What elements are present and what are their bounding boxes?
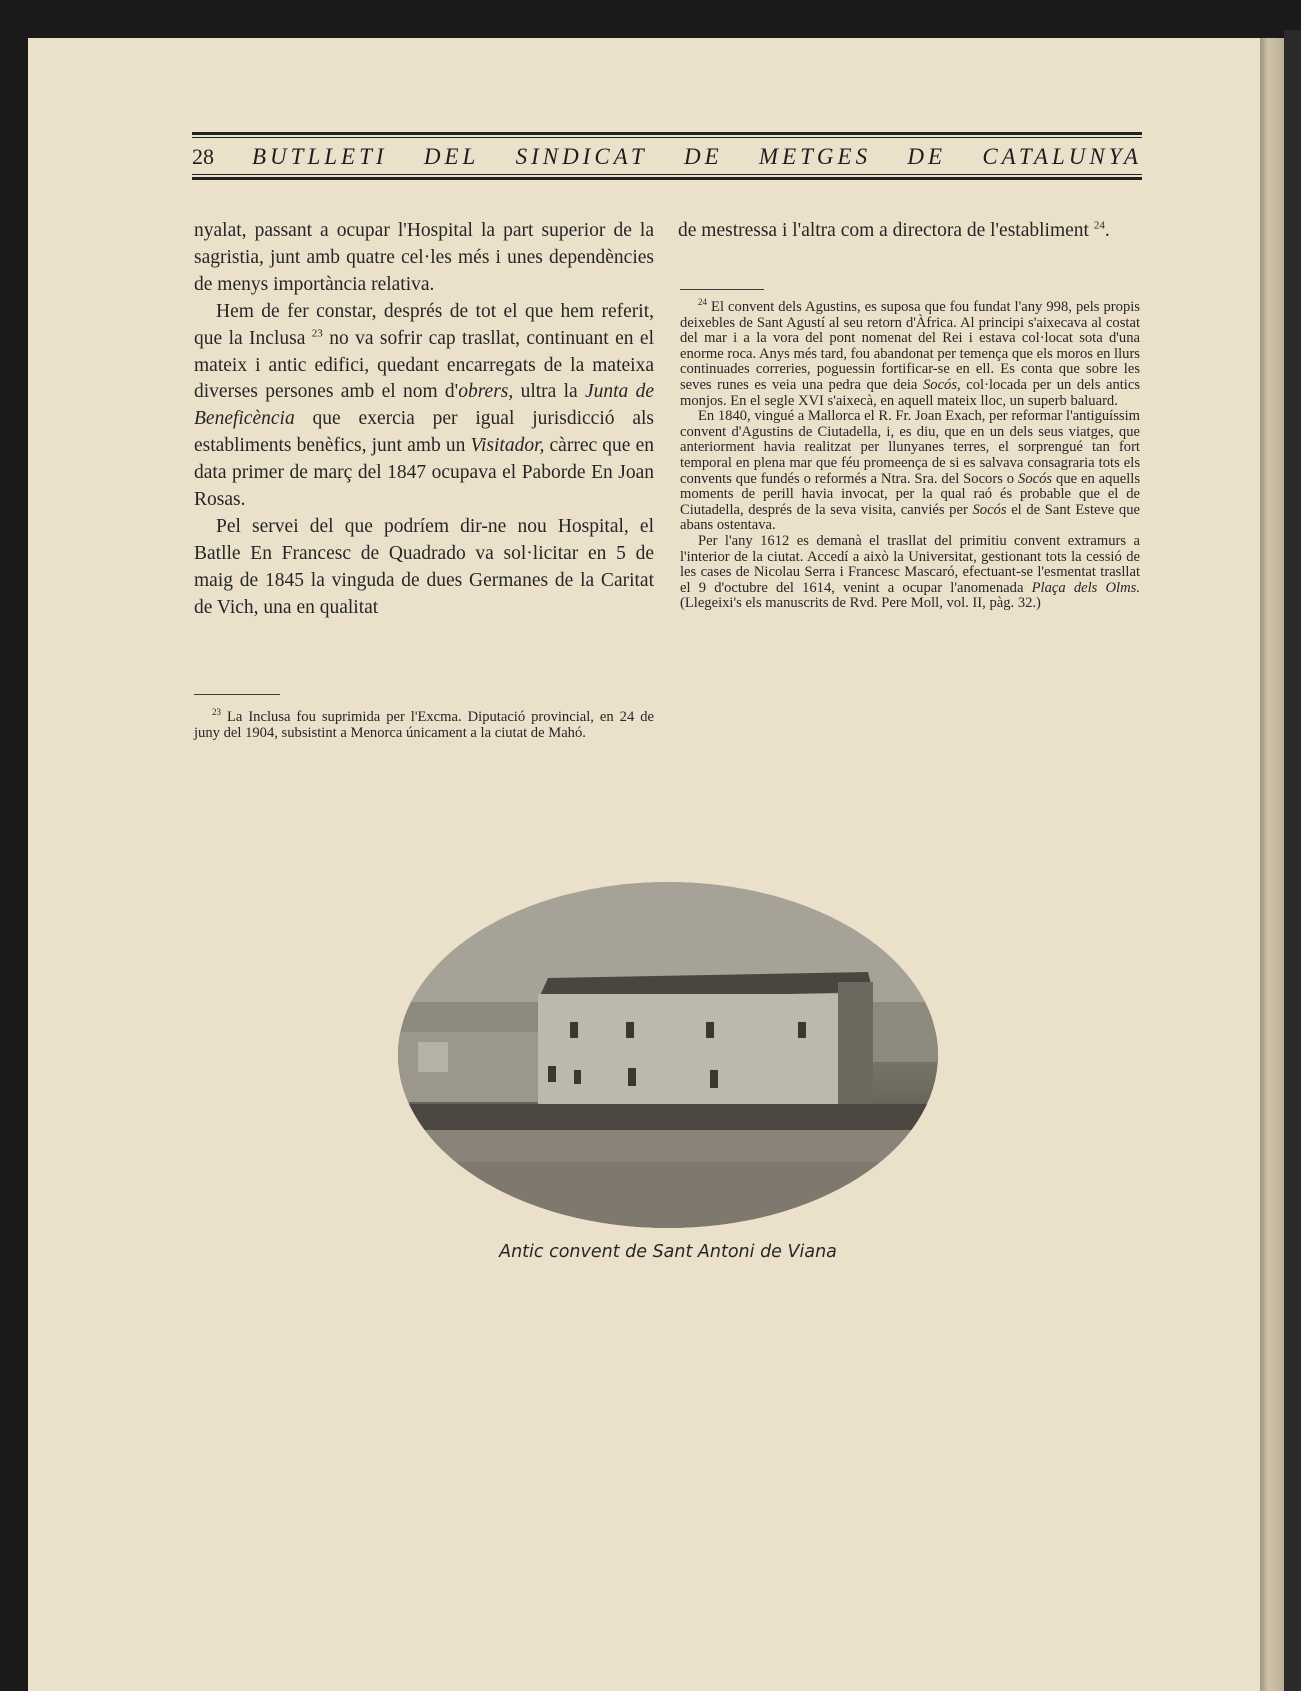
photo-of-convent-icon: [398, 882, 938, 1228]
text-run: càrrec que en data primer de març del 1847 ocupava el Paborde En Joan Rosas.: [194, 435, 655, 511]
footnote-24: [680, 297, 1141, 612]
italic-run: Junta de Beneficència: [194, 381, 654, 430]
italic-run: Visitador,: [470, 435, 545, 457]
text-run: col·locada per un dels antics monjos. En el segle XVI s'aixecà, en aquell mateix lloc, un superb baluard.: [680, 376, 1141, 409]
text-run: (Llegeixi's els manuscrits de Rvd. Pere Moll, vol. II, pàg. 32.): [680, 595, 1041, 612]
text-run: ultra la: [520, 381, 578, 403]
header-rule-top-thin: [192, 137, 1142, 138]
footnote-mark: 23: [212, 707, 221, 718]
header-row: [192, 144, 1142, 170]
text-run: no va sofrir cap trasllat, continuant en el mateix i antic edifici, quedant encarregats de la mateixa diverses persones amb el nom d': [194, 327, 655, 403]
footnote-mark: 24: [698, 297, 707, 308]
journal-title: [252, 144, 1142, 170]
paragraph: nyalat, passant a ocupar l'Hospital la part superior de la sagristia, junt amb quatre cel·les més i unes dependències de menys importància relativa.: [194, 220, 654, 295]
title-word: DE: [683, 144, 723, 169]
italic-run: Socós: [1018, 470, 1053, 487]
header-rule-bottom: [192, 177, 1142, 180]
paragraph: [194, 299, 654, 514]
text-run: En 1840, vingué a Mallorca el R. Fr. Joan Exach, per reformar l'antiguíssim convent d'Agustins de Ciutadella, i, es diu, que en un dels seus viatges, que anteriorment havia realitzat per llunyanes terres, el sorprengué tan fort temporal en plena mar que féu promeença de si es salvava consagraria tots els convents que fundés o reformés a Ntra. Sra. del Socors o: [680, 408, 1140, 487]
title-word: DEL: [423, 144, 480, 169]
text-run: que en aquells moments de perill havia invocat, per la qual raó és probable que el de Ciutadella, després de la seva visita, canviés per: [680, 470, 1141, 518]
text-run: .: [1104, 220, 1110, 241]
italic-run: Socós,: [922, 376, 961, 393]
text-run: El convent dels Agustins, es suposa que fou fundat l'any 998, pels propis deixebles de Sant Agustí al seu retorn d'Àfrica. Al principi s'aixecava al costat del mar i a la vora del pont nomenat del Rei i estava col·locat sota d'una enorme roca. Anys més tard, fou abandonat per temença que els moros en llurs continuades correries, poguessin fortificar-se en ell. Es conta que sobre les seves runes es veia una pedra que deia: [680, 299, 1140, 393]
title-word: DE: [907, 144, 947, 169]
footnote-ref: 23: [311, 327, 323, 340]
footnote-rule: [194, 694, 280, 695]
title-word: CATALUNYA: [982, 144, 1142, 169]
text-run: Hem de fer constar, després de tot el que hem referit, que la Inclusa: [194, 300, 654, 349]
book-edge: [1284, 30, 1301, 1691]
figure-caption: Antic convent de Sant Antoni de Viana: [499, 1242, 837, 1262]
text-run: Per l'any 1612 es demanà el trasllat del primitiu convent extramurs a l'interior de la ciutat. Accedí a això la Universitat, gestionant tots la cessió de les cases de Nicolau Serra i Francesc Mascaró, efectuant-se l'esmentat trasllat el 9 d'octubre del 1614, venint a ocupar l'anomenada: [680, 532, 1140, 596]
footnote-ref: 24: [1093, 219, 1105, 232]
paragraph: Pel servei del que podríem dir-ne nou Hospital, el Batlle En Francesc de Quadrado va sol·licitar en 5 de maig de 1845 la vinguda de dues Germanes de la Caritat de Vich, una en qualitat: [194, 515, 654, 618]
convent-photo: [398, 882, 938, 1228]
italic-run: Plaça dels Olms.: [1031, 579, 1140, 596]
page-number: 28: [192, 144, 214, 169]
title-word: BUTLLETI: [252, 144, 388, 169]
footnote-23: [194, 707, 654, 741]
footnote-text: La Inclusa fou suprimida per l'Excma. Diputació provincial, en 24 de juny del 1904, subsistint a Menorca únicament a la ciutat de Mahó.: [194, 709, 654, 741]
left-column: [194, 218, 654, 622]
text-run: que exercia per igual jurisdicció als establiments benèfics, junt amb un: [194, 408, 655, 457]
right-column: [678, 218, 1140, 245]
title-word: METGES: [758, 144, 872, 169]
footnote-rule: [680, 289, 764, 290]
text-run: el de Sant Esteve que abans ostentava.: [680, 501, 1140, 534]
header-rule-top: [192, 132, 1142, 135]
running-header: [192, 132, 1142, 180]
title-word: SINDICAT: [515, 144, 648, 169]
italic-run: Socós: [972, 501, 1007, 518]
text-run: de mestressa i l'altra com a directora de l'establiment: [678, 220, 1089, 241]
header-rule-bottom-thin: [192, 174, 1142, 175]
italic-run: obrers,: [458, 381, 514, 403]
